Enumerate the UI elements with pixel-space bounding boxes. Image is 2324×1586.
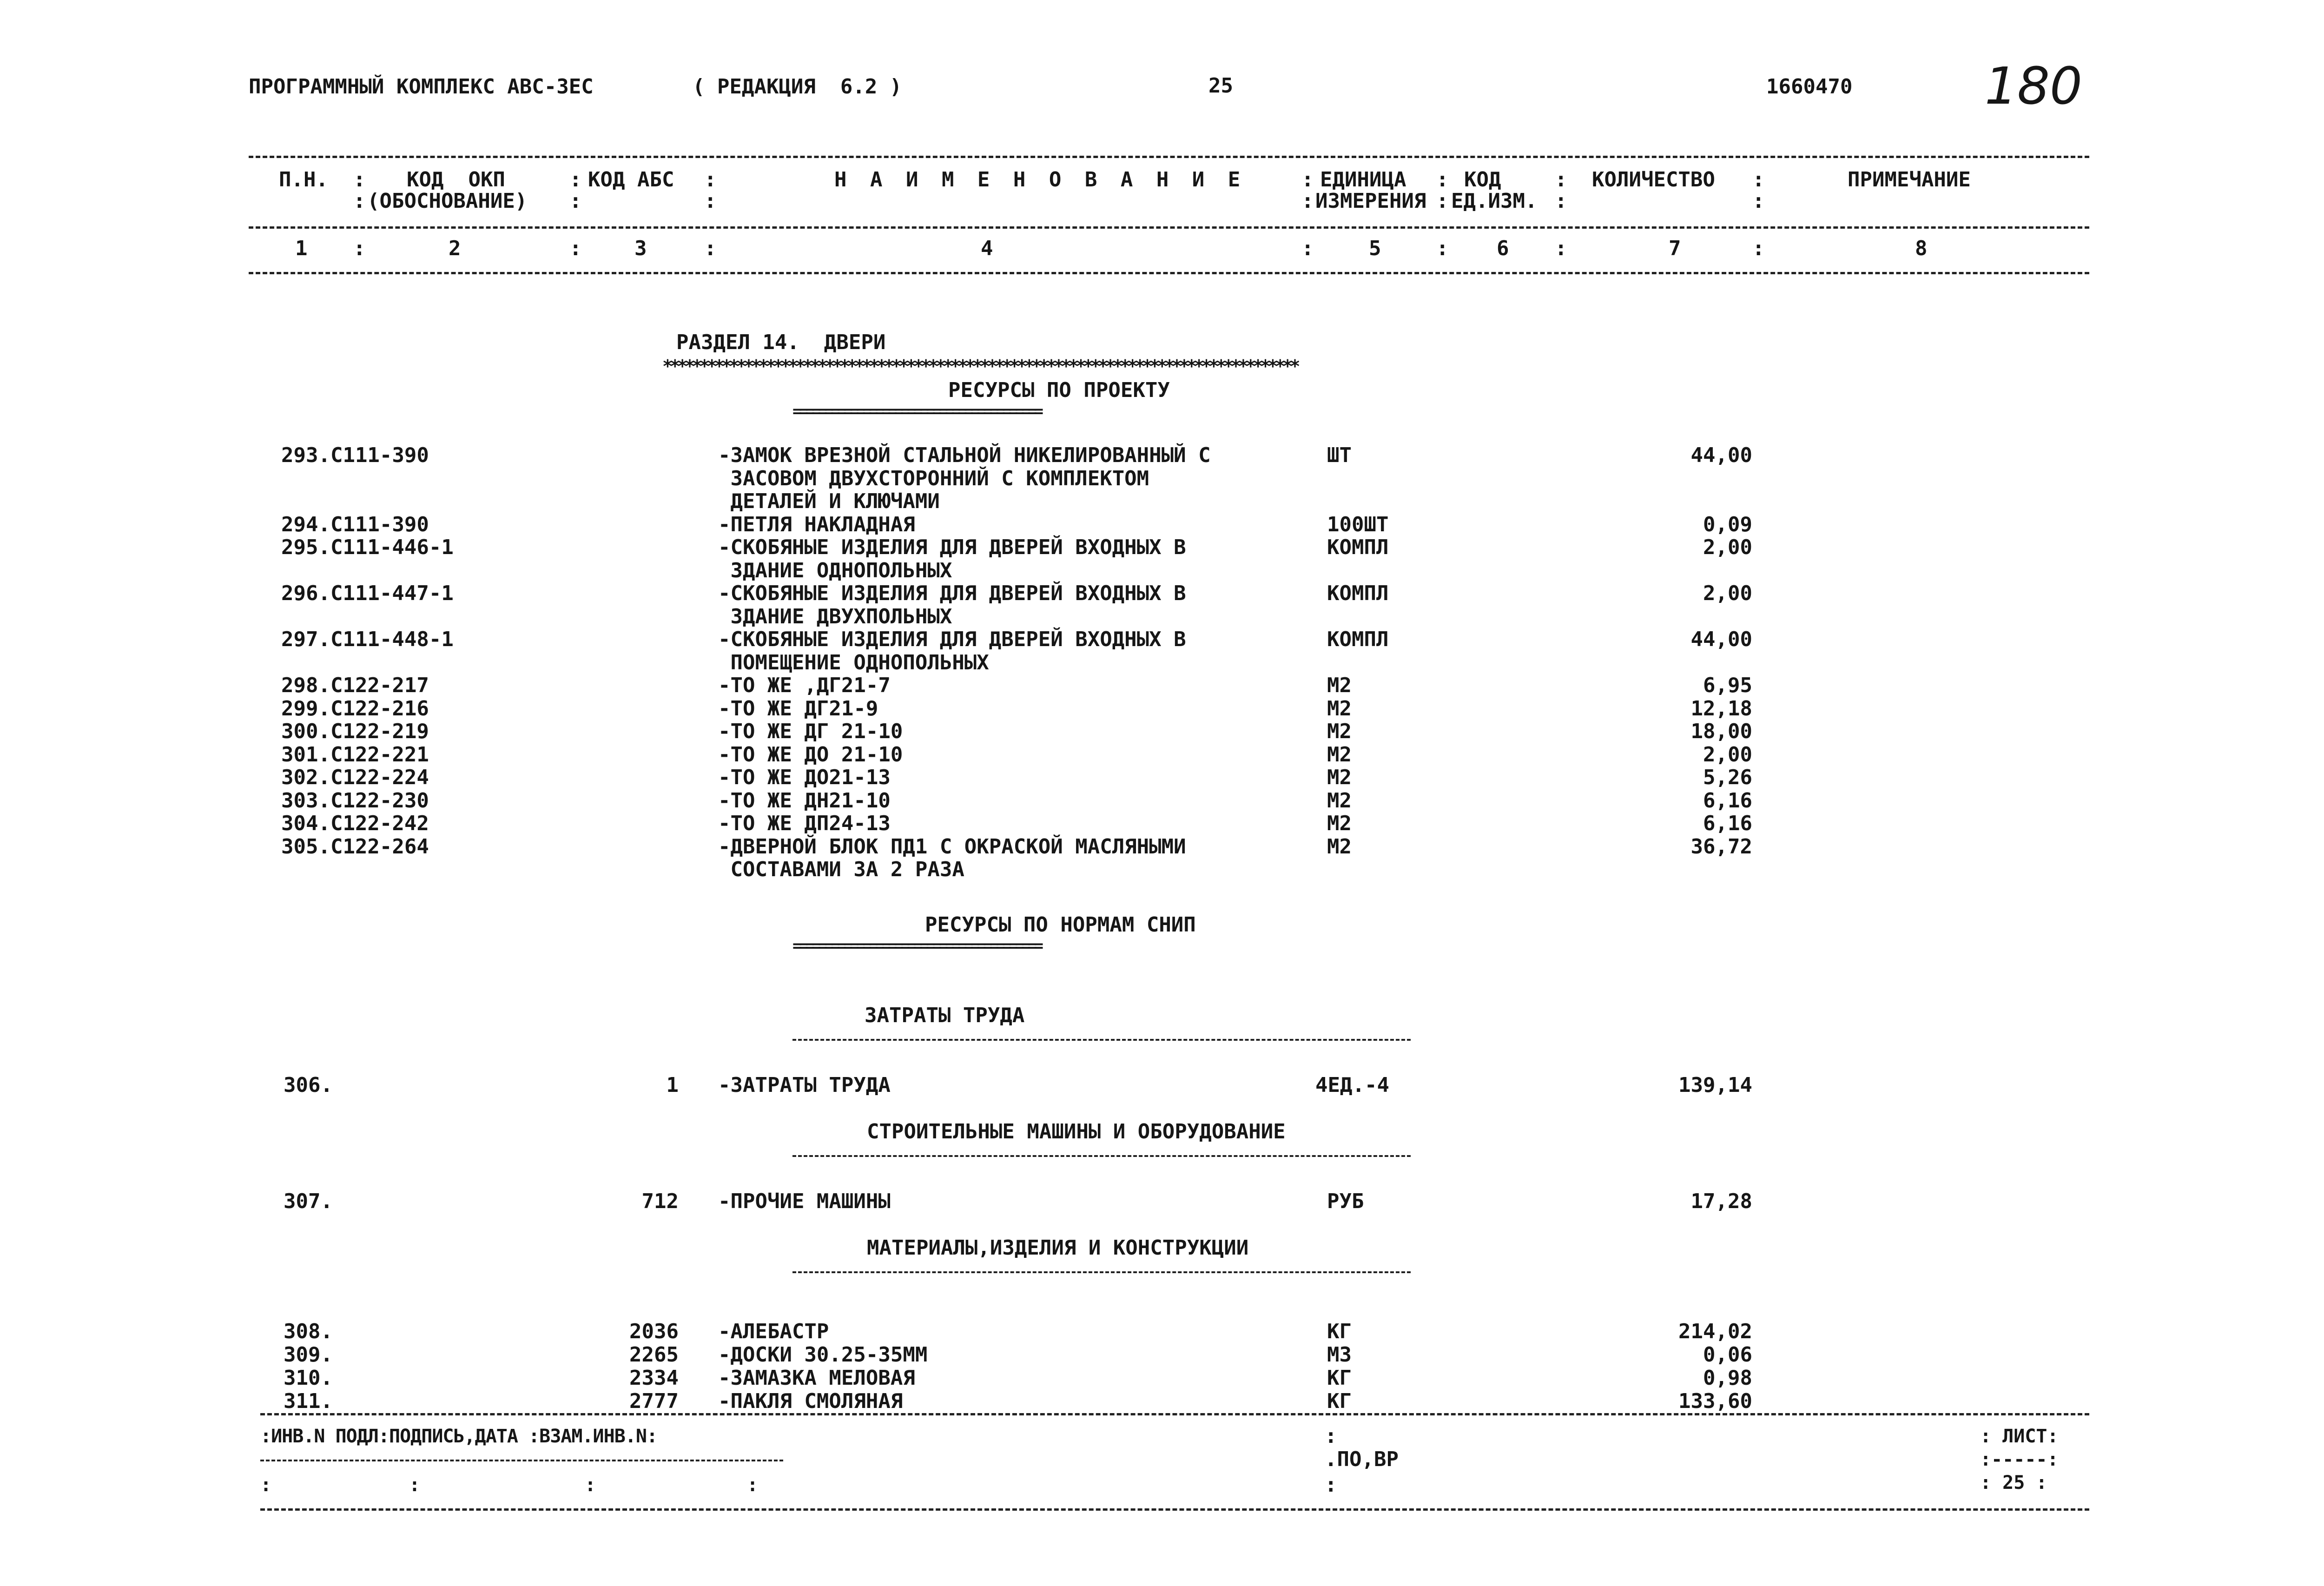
edition-label: ( РЕДАКЦИЯ 6.2 ) [693, 75, 902, 99]
col-number-7: 7 [1669, 237, 1681, 260]
col-sep: : [353, 237, 366, 260]
sheet-label: : ЛИСТ: [1980, 1426, 2059, 1447]
document-number: 1660470 [1766, 75, 1853, 99]
handwritten-page-number: 180 [1985, 56, 2082, 116]
project-resources-underline: ======================================= [792, 402, 1041, 421]
col-header-okp-1: КОД ОКП [407, 168, 505, 192]
col-header-abs: КОД АБС [588, 168, 674, 192]
material-row-number: 308. [284, 1320, 333, 1343]
material-row-unit: КГ [1327, 1320, 1352, 1343]
col-header-okp-2: (ОБОСНОВАНИЕ) [367, 189, 528, 213]
program-title: ПРОГРАММНЫЙ КОМПЛЕКС АВС-ЗЕС [249, 75, 594, 99]
labor-row-name: -ЗАТРАТЫ ТРУДА [718, 1073, 891, 1097]
col-sep: : [1555, 189, 1567, 213]
col-header-unitcode-2: ЕД.ИЗМ. [1451, 189, 1538, 213]
machine-row-number: 307. [284, 1190, 333, 1213]
labor-heading: ЗАТРАТЫ ТРУДА [865, 1004, 1025, 1027]
resource-name: -СКОБЯНЫЕ ИЗДЕЛИЯ ДЛЯ ДВЕРЕЙ ВХОДНЫХ В [718, 628, 1186, 651]
machine-row-abs: 712 [641, 1190, 679, 1213]
col-sep: : [569, 168, 582, 192]
col-sep: : [1301, 189, 1314, 213]
col-sep: : [704, 189, 717, 213]
col-sep: : [1301, 237, 1314, 260]
labor-underline [792, 1039, 1411, 1041]
footer-center-colon: : [1325, 1424, 1337, 1448]
labor-row-qty: 139,14 [1678, 1073, 1752, 1097]
machine-row-name: -ПРОЧИЕ МАШИНЫ [718, 1190, 891, 1213]
resource-quantity: 12,18 [1690, 696, 1752, 720]
resource-code: 293.С111-390 [281, 443, 429, 467]
col-sep: : [1436, 189, 1449, 213]
col-sep: : [704, 168, 717, 192]
resource-name: -ТО ЖЕ ДГ21-9 [718, 696, 878, 720]
material-row-qty: 0,98 [1703, 1366, 1752, 1390]
material-row-unit: М3 [1327, 1343, 1352, 1367]
form-code: .ПО,ВР [1325, 1447, 1399, 1471]
resource-unit: М2 [1327, 674, 1352, 697]
signature-rule [260, 1460, 783, 1461]
resource-name: -ТО ЖЕ ДП24-13 [718, 812, 891, 835]
resource-code: 305.С122-264 [281, 834, 429, 859]
resource-unit: ШТ [1327, 443, 1352, 467]
labor-row-abs: 1 [666, 1073, 679, 1097]
resource-unit: 100ШТ [1327, 512, 1389, 536]
resource-quantity: 36,72 [1690, 834, 1752, 859]
resource-code: 297.С111-448-1 [281, 628, 454, 651]
col-sep: : [1301, 168, 1314, 192]
material-row-number: 311. [284, 1389, 333, 1413]
resource-name: -ТО ЖЕ ,ДГ21-7 [718, 674, 891, 697]
labor-row-number: 306. [284, 1073, 333, 1097]
resource-code: 304.С122-242 [281, 812, 429, 835]
table-header-rule [249, 226, 2089, 229]
col-header-pn: П.Н. [279, 168, 328, 192]
resource-code: 298.С122-217 [281, 674, 429, 697]
col-sep: : [1555, 168, 1567, 192]
col-sep: : [1752, 189, 1765, 213]
col-sep: : [1436, 237, 1449, 260]
resource-quantity: 6,16 [1703, 812, 1752, 835]
machines-heading: СТРОИТЕЛЬНЫЕ МАШИНЫ И ОБОРУДОВАНИЕ [867, 1120, 1286, 1143]
page-number: 25 [1208, 74, 1233, 98]
resource-quantity: 18,00 [1690, 720, 1752, 743]
resource-unit: КОМПЛ [1327, 535, 1389, 559]
resource-unit: КОМПЛ [1327, 582, 1389, 605]
resource-name: -ТО ЖЕ ДО21-13 [718, 766, 891, 789]
resource-unit: КОМПЛ [1327, 628, 1389, 651]
col-number-6: 6 [1497, 237, 1509, 260]
resource-quantity: 2,00 [1703, 535, 1752, 559]
material-row-name: -ДОСКИ 30.25-35ММ [718, 1343, 928, 1367]
signature-block: :ИНВ.N ПОДЛ:ПОДПИСЬ,ДАТА :ВЗАМ.ИНВ.N: [260, 1426, 658, 1447]
col-number-5: 5 [1369, 237, 1381, 260]
col-header-unit-2: ИЗМЕРЕНИЯ [1315, 189, 1426, 213]
resource-unit: М2 [1327, 720, 1352, 743]
material-row-number: 309. [284, 1343, 333, 1367]
table-top-rule [249, 156, 2089, 158]
col-sep: : [1752, 237, 1765, 260]
resource-name: -ДВЕРНОЙ БЛОК ПД1 С ОКРАСКОЙ МАСЛЯНЫМИ [718, 834, 1186, 859]
material-row-abs: 2777 [629, 1389, 679, 1413]
materials-heading: МАТЕРИАЛЫ,ИЗДЕЛИЯ И КОНСТРУКЦИИ [867, 1236, 1249, 1260]
resource-code: 299.С122-216 [281, 696, 429, 720]
resource-code: 302.С122-224 [281, 766, 429, 789]
resource-unit: М2 [1327, 696, 1352, 720]
col-header-unitcode-1: КОД [1464, 168, 1501, 192]
col-header-note: ПРИМЕЧАНИЕ [1848, 168, 1971, 192]
signature-empty-cells: : : : : [260, 1474, 761, 1496]
material-row-qty: 133,60 [1678, 1389, 1752, 1413]
resource-code: 296.С111-447-1 [281, 582, 454, 605]
resource-unit: М2 [1327, 742, 1352, 767]
col-sep: : [569, 189, 582, 213]
table-numbers-rule [249, 272, 2089, 274]
col-number-2: 2 [449, 237, 461, 260]
footer-top-rule [260, 1413, 2089, 1415]
resource-name: -ТО ЖЕ ДН21-10 [718, 788, 891, 813]
resource-name: -СКОБЯНЫЕ ИЗДЕЛИЯ ДЛЯ ДВЕРЕЙ ВХОДНЫХ В [718, 582, 1186, 605]
sheet-number: : 25 : [1980, 1472, 2047, 1493]
material-row-unit: КГ [1327, 1366, 1352, 1390]
resource-quantity: 2,00 [1703, 742, 1752, 767]
col-header-unit-1: ЕДИНИЦА [1320, 168, 1406, 192]
resource-name: ПОМЕЩЕНИЕ ОДНОПОЛЬНЫХ [718, 650, 989, 674]
material-row-name: -ЗАМАЗКА МЕЛОВАЯ [718, 1366, 915, 1390]
resource-unit: М2 [1327, 788, 1352, 813]
col-number-4: 4 [981, 237, 993, 260]
materials-underline [792, 1271, 1411, 1273]
material-row-unit: КГ [1327, 1389, 1352, 1413]
norm-resources-underline: ======================================= [792, 937, 1041, 955]
footer-bottom-rule [260, 1508, 2089, 1511]
col-sep: : [353, 168, 366, 192]
col-sep: : [704, 237, 717, 260]
resource-name: СОСТАВАМИ ЗА 2 РАЗА [718, 858, 964, 881]
resource-name: -ТО ЖЕ ДГ 21-10 [718, 720, 903, 743]
resource-code: 295.С111-446-1 [281, 535, 454, 559]
resource-name: -ТО ЖЕ ДО 21-10 [718, 742, 903, 767]
section-title: РАЗДЕЛ 14. ДВЕРИ [676, 330, 886, 354]
resource-name: ЗДАНИЕ ОДНОПОЛЬНЫХ [718, 558, 952, 582]
col-header-name: Н А И М Е Н О В А Н И Е [834, 168, 1246, 192]
resource-unit: М2 [1327, 812, 1352, 835]
material-row-abs: 2334 [629, 1366, 679, 1390]
material-row-abs: 2265 [629, 1343, 679, 1367]
resource-quantity: 44,00 [1690, 443, 1752, 467]
col-sep: : [569, 237, 582, 260]
col-sep: : [1436, 168, 1449, 192]
material-row-qty: 214,02 [1678, 1320, 1752, 1343]
resource-code: 303.С122-230 [281, 788, 429, 813]
resource-name: -ЗАМОК ВРЕЗНОЙ СТАЛЬНОЙ НИКЕЛИРОВАННЫЙ С [718, 443, 1211, 467]
col-header-qty: КОЛИЧЕСТВО [1592, 168, 1715, 192]
resource-name: ДЕТАЛЕЙ И КЛЮЧАМИ [718, 489, 940, 513]
resource-code: 294.С111-390 [281, 512, 429, 536]
col-number-3: 3 [634, 237, 647, 260]
col-number-8: 8 [1915, 237, 1928, 260]
resource-code: 300.С122-219 [281, 720, 429, 743]
material-row-qty: 0,06 [1703, 1343, 1752, 1367]
material-row-name: -АЛЕБАСТР [718, 1320, 829, 1343]
section-stars-rule: ************************************************************************************** [662, 357, 1297, 376]
resource-quantity: 2,00 [1703, 582, 1752, 605]
norm-resources-heading: РЕСУРСЫ ПО НОРМАМ СНИП [925, 913, 1196, 937]
resource-quantity: 6,95 [1703, 674, 1752, 697]
col-sep: : [353, 189, 366, 213]
footer-center-colon: : [1325, 1473, 1337, 1497]
material-row-number: 310. [284, 1366, 333, 1390]
resource-quantity: 44,00 [1690, 628, 1752, 651]
sheet-divider: :-----: [1980, 1449, 2059, 1470]
col-number-1: 1 [295, 237, 308, 260]
col-sep: : [1752, 168, 1765, 192]
resource-quantity: 0,09 [1703, 512, 1752, 536]
material-row-name: -ПАКЛЯ СМОЛЯНАЯ [718, 1389, 903, 1413]
resource-name: -ПЕТЛЯ НАКЛАДНАЯ [718, 512, 915, 536]
machine-row-unit: РУБ [1327, 1190, 1364, 1213]
resource-unit: М2 [1327, 766, 1352, 789]
machines-underline [792, 1155, 1411, 1157]
resource-quantity: 5,26 [1703, 766, 1752, 789]
resource-code: 301.С122-221 [281, 742, 429, 767]
resource-unit: М2 [1327, 834, 1352, 859]
project-resources-heading: РЕСУРСЫ ПО ПРОЕКТУ [948, 378, 1170, 402]
resource-name: -СКОБЯНЫЕ ИЗДЕЛИЯ ДЛЯ ДВЕРЕЙ ВХОДНЫХ В [718, 535, 1186, 559]
material-row-abs: 2036 [629, 1320, 679, 1343]
col-sep: : [1555, 237, 1567, 260]
labor-row-unit: 4ЕД.-4 [1315, 1073, 1389, 1097]
resource-quantity: 6,16 [1703, 788, 1752, 813]
resource-name: ЗДАНИЕ ДВУХПОЛЬНЫХ [718, 604, 952, 628]
machine-row-qty: 17,28 [1690, 1190, 1752, 1213]
resource-name: ЗАСОВОМ ДВУХСТОРОННИЙ С КОМПЛЕКТОМ [718, 466, 1149, 490]
